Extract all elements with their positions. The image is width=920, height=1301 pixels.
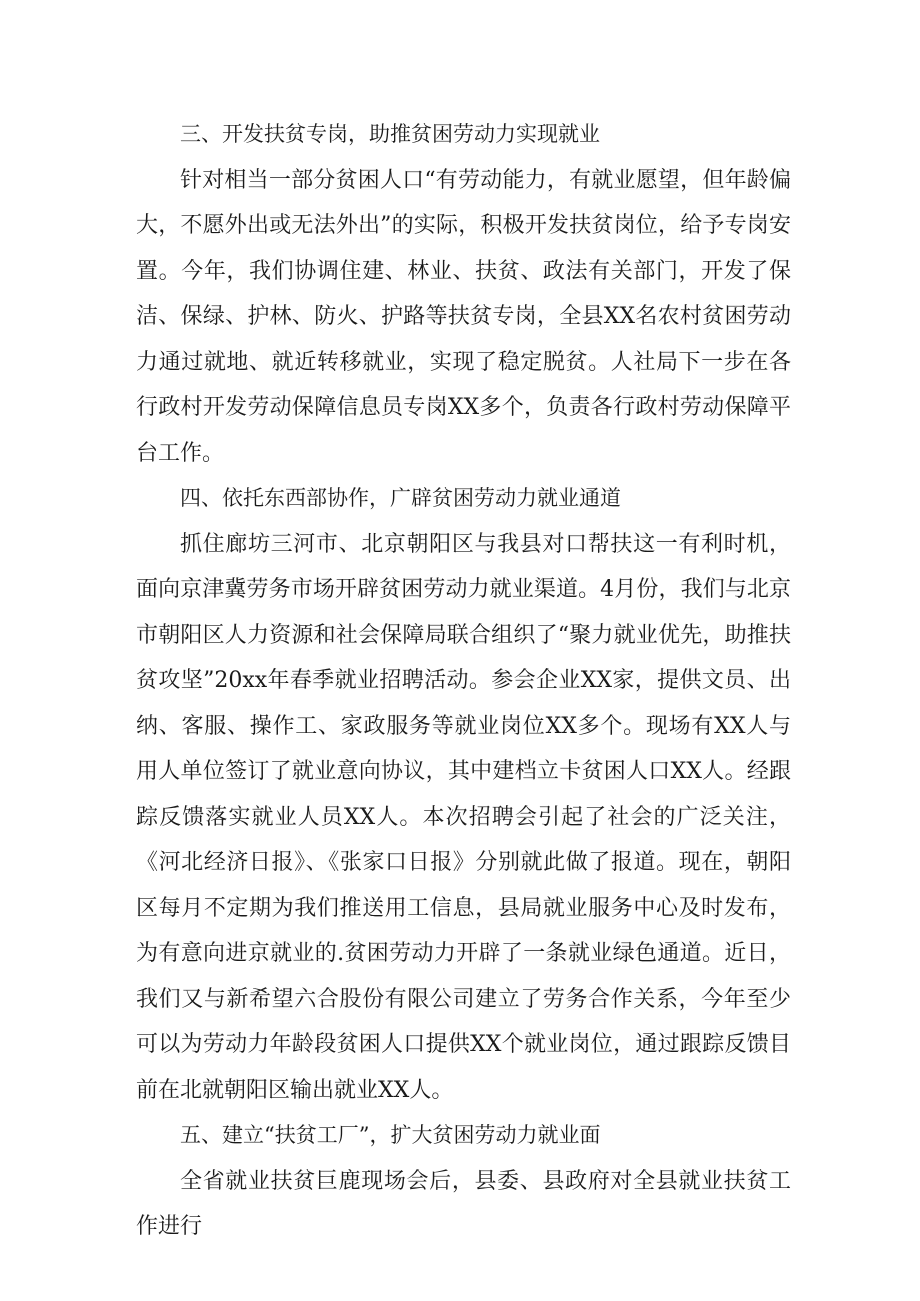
section-heading-3: 三、开发扶贫专岗，助推贫困劳动力实现就业 bbox=[180, 122, 600, 146]
section-heading-4: 四、依托东西部协作，广辟贫困劳动力就业通道 bbox=[180, 486, 621, 510]
body-paragraph-3: 全省就业扶贫巨鹿现场会后，县委、县政府对全县就业扶贫工作进行 bbox=[136, 1168, 791, 1239]
document-body bbox=[136, 112, 791, 1250]
body-paragraph-2: 抓住廊坊三河市、北京朝阳区与我县对口帮扶这一有利时机，面向京津冀劳务市场开辟贫困劳动力就业渠道。4月份，我们与北京市朝阳区人力资源和社会保障局联合组织了“聚力就业优先，助推扶贫攻坚”20xx年春季就业招聘活动。参会企业XX家，提供文员、出纳、客服、操作工、家政服务等就业岗位XX多个。现场有XX人与用人单位签订了就业意向协议，其中建档立卡贫困人口XX人。经跟踪反馈落实就业人员XX人。本次招聘会引起了社会的广泛关注，《河北经济日报》、《张家口日报》分别就此做了报道。现在，朝阳区每月不定期为我们推送用工信息，县局就业服务中心及时发布，为有意向进京就业的.贫困劳动力开辟了一条就业绿色通道。近日，我们又与新希望六合股份有限公司建立了劳务合作关系，今年至少可以为劳动力年龄段贫困人口提供XX个就业岗位，通过跟踪反馈目前在北就朝阳区输出就业XX人。 bbox=[136, 531, 791, 1103]
section-heading-5: 五、建立“扶贫工厂”，扩大贫困劳动力就业面 bbox=[180, 1123, 601, 1147]
body-paragraph-1: 针对相当一部分贫困人口“有劳动能力，有就业愿望，但年龄偏大，不愿外出或无法外出”的实际，积极开发扶贫岗位，给予专岗安置。今年，我们协调住建、林业、扶贫、政法有关部门，开发了保洁、保绿、护林、防火、护路等扶贫专岗，全县XX名农村贫困劳动力通过就地、就近转移就业，实现了稳定脱贫。人社局下一步在各行政村开发劳动保障信息员专岗XX多个，负责各行政村劳动保障平台工作。 bbox=[136, 167, 791, 466]
